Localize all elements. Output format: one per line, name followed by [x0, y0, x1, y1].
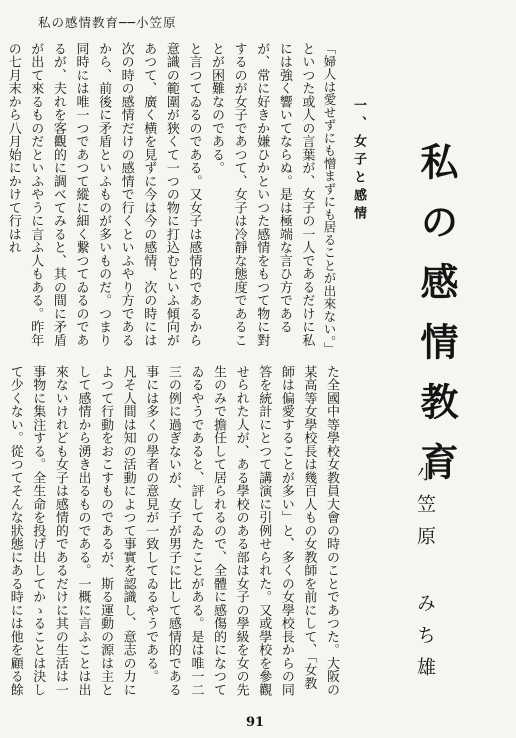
author-name: 小笠原 みち雄: [414, 462, 436, 689]
quote-paragraph: 「婦人は愛せずにも憎まずにも居ることが出來ない。」: [322, 42, 337, 355]
body-paragraph: と言つてゐるのである。又女子は感情的であるから意識の範圍が狹くて一つの物に打込むといふ傾向があつて、廣く横を見ずに今は今の感情、次の時には次の時の感情だけの感情で行くといふやり方であるから、前後に矛盾といふものが多いものだ。つまり同時には唯一つであつて縱に細く繋つてゐるのであるが、夫れを客觀的に調べてみると、其の間に矛盾が出て來るものだといふやうに言ふ人もある。昨年の七月末から八月始にかけて行はれ: [5, 42, 202, 347]
body-paragraph: た全國中等學校女教員大會の時のことであつた。大阪の某高等女學校長は幾百人もの女教師を前にして、「女教師は偏愛することが多い」と、多くの女學校長からの同答を統計にとつて講演に引例せられた。又或學校を參觀せられた人が、ある學校のある部は女子の學級を女の先生のみで擔任して居られるので、全體に感傷的になつてゐるやうであると、評してゐたことがある。是は唯一二三の例に過ぎないが、女子が男子に比して感情的である事には多くの學者の意見が一致してゐるやうである。: [143, 365, 339, 697]
section-heading: 一、女子と感情: [351, 98, 366, 224]
upper-text-block: [1, 42, 340, 355]
article-title: 私の感情教育: [414, 142, 459, 502]
body-paragraph: 凡そ人間は知の活動によつて事實を認識し、意志の力によつて行動をおこすものであるが、斯る運動の源は主として感情から湧き出るものである。一概に言ふことは出來ないけれども女子は感情的であるだけに其の生活は一事物に集注する。全生命を投げ出してかゝることは決して少くない。從つてそんな狀態にある時には他を顧る餘: [7, 365, 136, 697]
body-paragraph: といつた或人の言葉が、女子の一人であるだけに私には強く響いてならぬ。是は極端な言ひ方であるが、常に好きか嫌ひかといつた感情をもつて物に對するのが女子であつて、女子は冷靜な態度であることが困難なのである。: [209, 42, 315, 347]
page-number: 91: [246, 715, 265, 730]
running-header: 私の感情教育──小笠原: [38, 15, 177, 30]
lower-text-block: [3, 365, 342, 700]
